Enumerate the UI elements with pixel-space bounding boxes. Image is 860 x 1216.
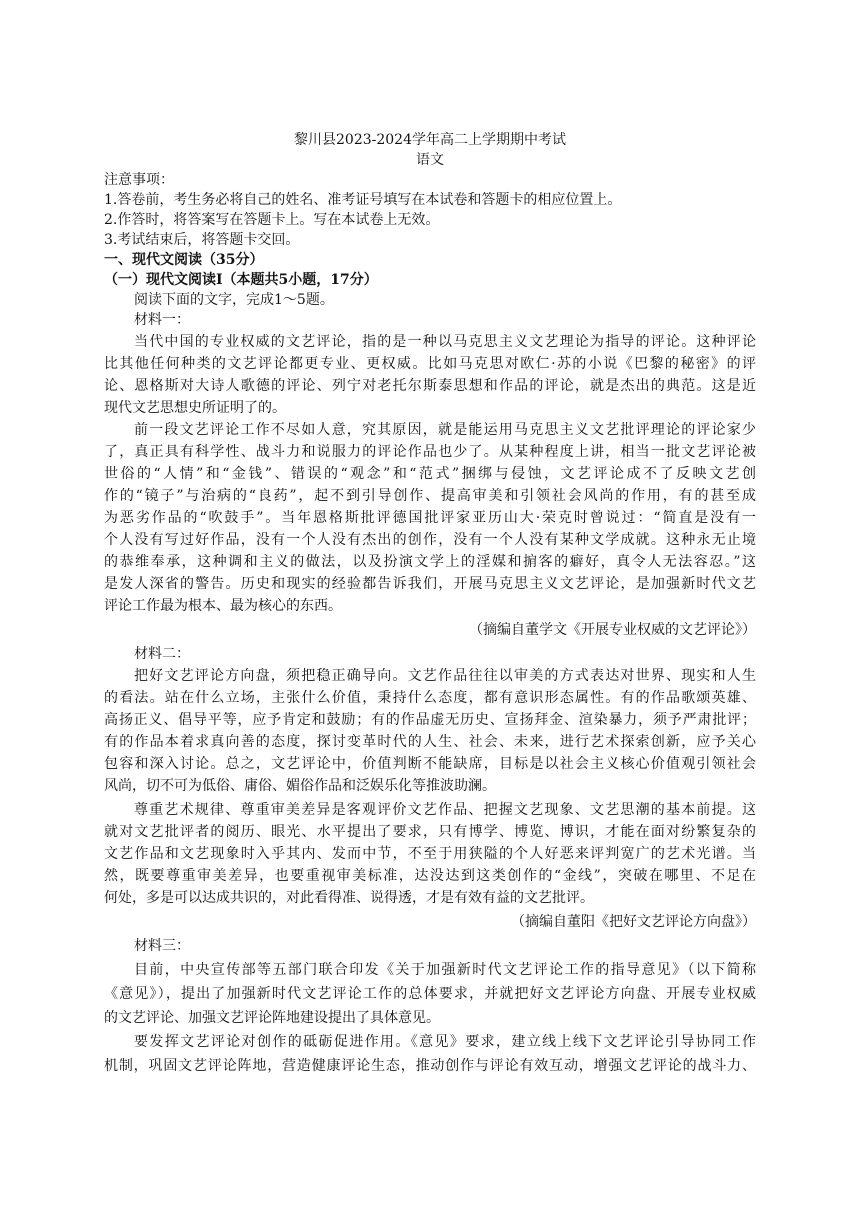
material-line: 的文艺评论、加强文艺评论阵地建设提出了具体意见。: [104, 1010, 440, 1026]
material-label: 材料一：: [134, 312, 190, 328]
material-line: 作的“镜子”与治病的“良药”，起不到引导创作、提高审美和引领社会风尚的作用，有的甚至成: [104, 488, 756, 504]
material-line: 世俗的“人情”和“金钱”、错误的“观念”和“范式”捆绑与侵蚀，文艺评论成不了反映文艺创: [104, 466, 756, 482]
material-line: 有的作品本着求真向善的态度，探讨变革时代的人生、社会、未来，进行艺术探索创新，应予关心: [104, 734, 756, 750]
material-line: 比其他任何种类的文艺评论都更专业、更权威。比如马克思对欧仁·苏的小说《巴黎的秘密》的评: [104, 356, 756, 372]
material-line: 评论工作最为根本、最为核心的东西。: [104, 598, 342, 614]
material-line: 当代中国的专业权威的文艺评论，指的是一种以马克思主义文艺理论为指导的评论。这种评论: [134, 334, 756, 350]
material-line: 了，真正具有科学性、战斗力和说服力的评论作品也少了。从某种程度上讲，相当一批文艺评论被: [104, 444, 756, 460]
notice-item: 2.作答时，将答案写在答题卡上。写在本试卷上无效。: [104, 212, 440, 228]
material-line: 是发人深省的警告。历史和现实的经验都告诉我们，开展马克思主义文艺评论，是加强新时代文艺: [104, 576, 756, 592]
material-line: 把好文艺评论方向盘，须把稳正确导向。文艺作品往往以审美的方式表达对世界、现实和人生: [134, 668, 756, 684]
material-line: 就对文艺批评者的阅历、眼光、水平提出了要求，只有博学、博览、博识，才能在面对纷繁复杂的: [104, 824, 756, 840]
material-label: 材料三：: [134, 938, 190, 954]
subsection-heading: （一）现代文阅读Ⅰ（本题共5小题，17分）: [104, 272, 378, 288]
material-line: 然，既要尊重审美差异，也要重视审美标准，达没达到这类创作的“金线”，突破在哪里、不足在: [104, 868, 756, 884]
material-line: 尊重艺术规律、尊重审美差异是客观评价文艺作品、把握文艺现象、文艺思潮的基本前提。这: [134, 802, 756, 818]
material-line: 个人没有写过好作品，没有一个人没有杰出的创作，没有一个人没有某种文学成就。这种永无止境: [104, 532, 756, 548]
material-source: （摘编自董学文《开展专业权威的文艺评论》）: [469, 622, 756, 638]
material-line: 包容和深入讨论。总之，文艺评论中，价值判断不能缺席，目标是以社会主义核心价值观引领社会: [104, 756, 756, 772]
material-line: 何处，多是可以达成共识的，对此看得准、说得透，才是有效有益的文艺批评。: [104, 890, 594, 906]
subject-title: 语文: [416, 152, 444, 168]
notice-item: 3.考试结束后，将答题卡交回。: [104, 232, 300, 248]
material-line: 论、恩格斯对大诗人歌德的评论、列宁对老托尔斯泰思想和作品的评论，就是杰出的典范。这是近: [104, 378, 756, 394]
material-line: 《意见》），提出了加强新时代文艺评论工作的总体要求，并就把好文艺评论方向盘、开展专业权威: [104, 986, 756, 1002]
exam-title: 黎川县2023-2024学年高二上学期期中考试: [294, 132, 566, 148]
material-line: 的恭维奉承，这种调和主义的做法，以及扮演文学上的淫媒和掮客的癖好，真令人无法容忍。”这: [104, 554, 756, 570]
notice-heading: 注意事项：: [104, 172, 174, 188]
material-line: 风尚，切不可为低俗、庸俗、媚俗作品和泛娱乐化等推波助澜。: [104, 778, 496, 794]
reading-instruction: 阅读下面的文字，完成1～5题。: [134, 292, 334, 308]
notice-item: 1.答卷前，考生务必将自己的姓名、准考证号填写在本试卷和答题卡的相应位置上。: [104, 192, 622, 208]
material-line: 机制，巩固文艺评论阵地，营造健康评论生态，推动创作与评论有效互动，增强文艺评论的战斗力、: [104, 1058, 756, 1074]
section-heading: 一、现代文阅读（35分）: [104, 252, 264, 268]
material-line: 要发挥文艺评论对创作的砥砺促进作用。《意见》要求，建立线上线下文艺评论引导协同工作: [134, 1034, 756, 1050]
material-source: （摘编自董阳《把好文艺评论方向盘》）: [511, 914, 756, 930]
material-line: 现代文艺思想史所证明了的。: [104, 400, 286, 416]
material-line: 的看法。站在什么立场，主张什么价值，秉持什么态度，都有意识形态属性。有的作品歌颂英雄、: [104, 690, 756, 706]
material-label: 材料二：: [134, 646, 190, 662]
material-line: 目前，中央宣传部等五部门联合印发《关于加强新时代文艺评论工作的指导意见》（以下简称: [134, 962, 756, 978]
material-line: 为恶劣作品的“吹鼓手”。当年恩格斯批评德国批评家亚历山大·荣克时曾说过：“简直是没有一: [104, 510, 756, 526]
material-line: 高扬正义、倡导平等，应予肯定和鼓励；有的作品虚无历史、宣扬拜金、渲染暴力，须予严肃批评；: [104, 712, 756, 728]
material-line: 文艺作品和文艺现象时入乎其内、发而中节，不至于用狭隘的个人好恶来评判宽广的艺术光谱。当: [104, 846, 756, 862]
material-line: 前一段文艺评论工作不尽如人意，究其原因，就是能运用马克思主义文艺批评理论的评论家少: [134, 422, 756, 438]
